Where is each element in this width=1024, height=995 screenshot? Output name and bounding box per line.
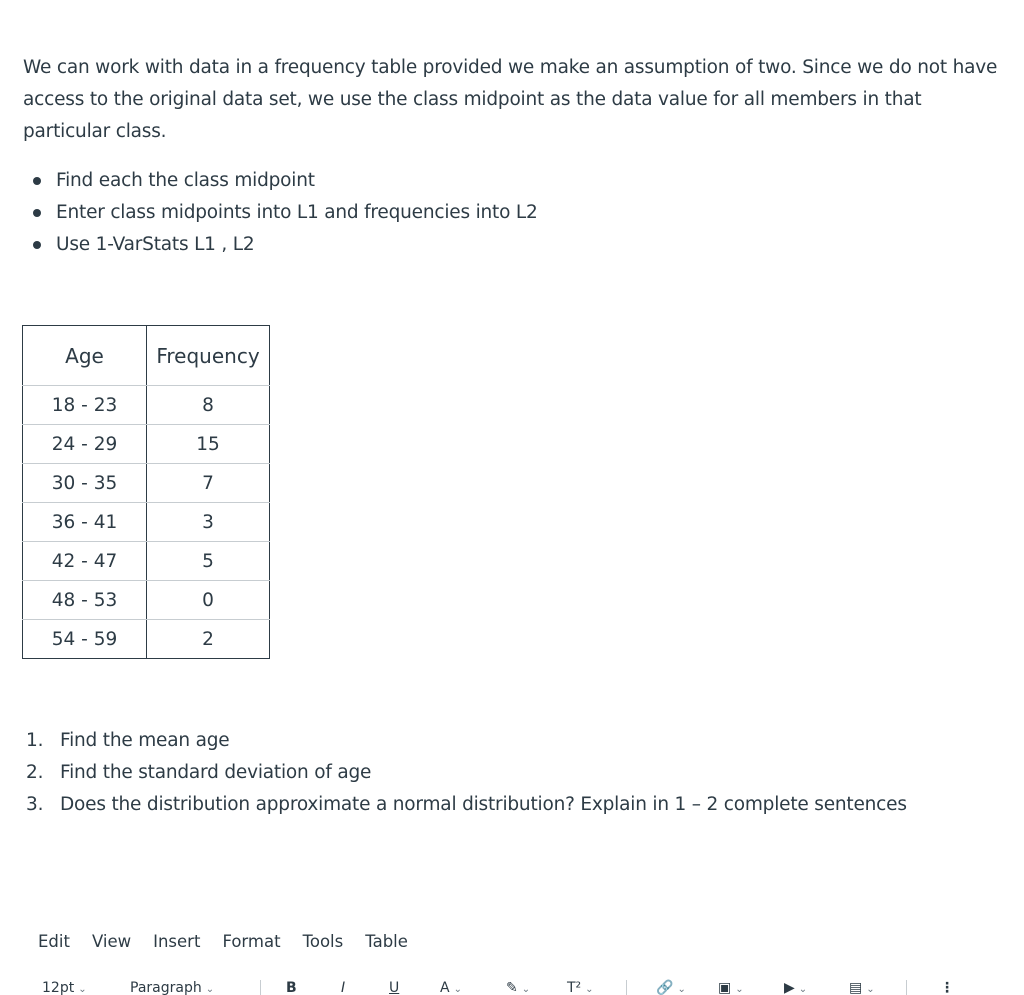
chevron-down-icon: ⌄ bbox=[205, 984, 215, 995]
more-vertical-icon: ⋮ bbox=[940, 980, 954, 995]
frequency-table bbox=[22, 325, 270, 659]
media-icon: ▶ bbox=[784, 980, 795, 995]
instruction-list bbox=[23, 165, 538, 261]
header-frequency: Frequency bbox=[147, 326, 270, 386]
menu-insert[interactable]: Insert bbox=[153, 932, 201, 951]
intro-paragraph: We can work with data in a frequency table provided we make an assumption of two. Since we do not have access to the original data set, we use the class midpoint as the data value for all members in that particular class. bbox=[23, 57, 998, 142]
age-cell: 42 - 47 bbox=[23, 542, 147, 581]
frequency-cell: 15 bbox=[147, 425, 270, 464]
menu-tools[interactable]: Tools bbox=[302, 932, 344, 951]
editor-toolbar bbox=[0, 978, 1024, 995]
list-item bbox=[23, 725, 907, 757]
table-row bbox=[23, 425, 270, 464]
table-row bbox=[23, 581, 270, 620]
question-number: 1. bbox=[26, 730, 44, 751]
chevron-down-icon: ⌄ bbox=[521, 984, 531, 995]
menu-table[interactable]: Table bbox=[365, 932, 408, 951]
document-icon: ▤ bbox=[849, 980, 863, 995]
question-text: Find the mean age bbox=[60, 730, 230, 751]
text-color-button[interactable] bbox=[440, 980, 462, 995]
bold-button[interactable]: B bbox=[286, 980, 297, 995]
frequency-cell: 7 bbox=[147, 464, 270, 503]
block-format-value: Paragraph bbox=[130, 980, 202, 995]
editor-menubar bbox=[38, 932, 408, 951]
list-item: Use 1-VarStats L1 , L2 bbox=[23, 229, 538, 261]
age-cell: 54 - 59 bbox=[23, 620, 147, 659]
underline-button[interactable]: U bbox=[389, 980, 400, 995]
superscript-button[interactable] bbox=[567, 980, 594, 995]
age-cell: 48 - 53 bbox=[23, 581, 147, 620]
table-row bbox=[23, 620, 270, 659]
table-row bbox=[23, 542, 270, 581]
chevron-down-icon: ⌄ bbox=[866, 984, 875, 995]
question-number: 3. bbox=[26, 794, 44, 815]
chevron-down-icon: ⌄ bbox=[798, 984, 808, 995]
menu-view[interactable]: View bbox=[91, 932, 132, 951]
chevron-down-icon: ⌄ bbox=[735, 984, 744, 995]
menu-edit[interactable]: Edit bbox=[38, 932, 70, 951]
menu-format[interactable]: Format bbox=[222, 932, 281, 951]
question-number: 2. bbox=[26, 762, 44, 783]
list-item: Find each the class midpoint bbox=[23, 165, 538, 197]
document-button[interactable] bbox=[849, 980, 875, 995]
toolbar-divider bbox=[626, 980, 627, 995]
frequency-cell: 3 bbox=[147, 503, 270, 542]
image-icon: ▣ bbox=[718, 980, 732, 995]
frequency-cell: 0 bbox=[147, 581, 270, 620]
list-item: Enter class midpoints into L1 and frequencies into L2 bbox=[23, 197, 538, 229]
more-options-button[interactable] bbox=[940, 980, 954, 995]
image-button[interactable] bbox=[718, 980, 744, 995]
link-button[interactable] bbox=[656, 980, 686, 995]
question-text: Does the distribution approximate a normal distribution? Explain in 1 – 2 complete sentences bbox=[60, 794, 907, 815]
question-text: Find the standard deviation of age bbox=[60, 762, 372, 783]
chevron-down-icon: ⌄ bbox=[78, 984, 87, 995]
list-item bbox=[23, 789, 907, 821]
frequency-cell: 8 bbox=[147, 386, 270, 425]
chevron-down-icon: ⌄ bbox=[677, 984, 686, 995]
superscript-label: T² bbox=[567, 980, 582, 995]
media-button[interactable] bbox=[784, 980, 807, 995]
table-row bbox=[23, 464, 270, 503]
header-age: Age bbox=[23, 326, 147, 386]
text-color-label: A bbox=[440, 980, 450, 995]
frequency-cell: 2 bbox=[202, 628, 214, 650]
age-cell: 24 - 29 bbox=[23, 425, 147, 464]
toolbar-divider bbox=[906, 980, 907, 995]
block-format-select[interactable] bbox=[130, 980, 214, 995]
list-item bbox=[23, 757, 907, 789]
highlight-button[interactable] bbox=[506, 980, 530, 995]
age-cell: 36 - 41 bbox=[23, 503, 147, 542]
age-cell: 30 - 35 bbox=[23, 464, 147, 503]
age-cell: 18 - 23 bbox=[23, 386, 147, 425]
chevron-down-icon: ⌄ bbox=[585, 984, 594, 995]
table-row bbox=[23, 503, 270, 542]
chevron-down-icon: ⌄ bbox=[453, 984, 462, 995]
question-list bbox=[23, 725, 907, 821]
italic-button[interactable]: I bbox=[341, 980, 346, 995]
link-icon: 🔗 bbox=[656, 980, 674, 995]
table-header-row bbox=[23, 326, 270, 386]
highlight-icon: ✎ bbox=[506, 980, 518, 995]
table-row bbox=[23, 386, 270, 425]
font-size-value: 12pt bbox=[42, 980, 75, 995]
toolbar-divider bbox=[260, 980, 261, 995]
font-size-select[interactable] bbox=[42, 980, 87, 995]
frequency-cell: 5 bbox=[147, 542, 270, 581]
